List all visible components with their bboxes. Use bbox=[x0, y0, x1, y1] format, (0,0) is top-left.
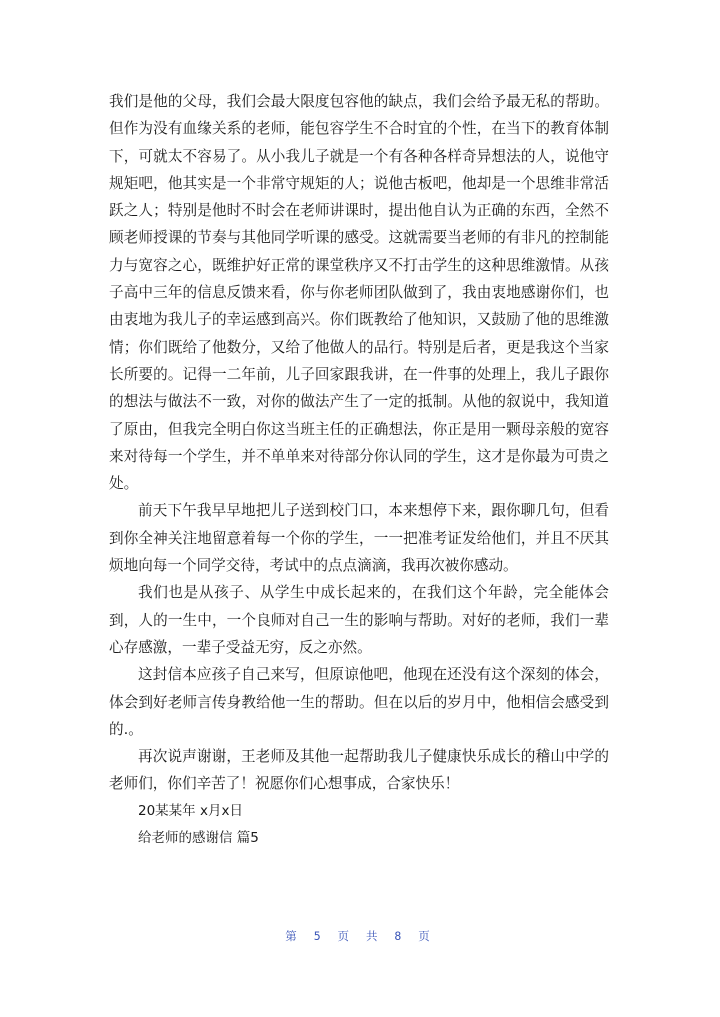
paragraph-5: 再次说声谢谢，王老师及其他一起帮助我儿子健康快乐成长的稽山中学的老师们，你们辛苦了！祝愿你们心想事成，合家快乐！ bbox=[109, 748, 609, 793]
letter-body bbox=[109, 88, 609, 852]
paragraph-1: 我们是他的父母，我们会最大限度包容他的缺点，我们会给予最无私的帮助。但作为没有血缘关系的老师，能包容学生不合时宜的个性，在当下的教育体制下，可就太不容易了。从小我儿子就是一个有各种各样奇异想法的人，说他守规矩吧，他其实是一个非常守规矩的人；说他古板吧，他却是一个思维非常活跃之人；特别是他时不时会在老师讲课时，提出他自认为正确的东西，全然不顾老师授课的节奏与其他同学听课的感受。这就需要当老师的有非凡的控制能力与宽容之心，既维护好正常的课堂秩序又不打击学生的这种思维激情。从孩子高中三年的信息反馈来看，你与你老师团队做到了，我由衷地感谢你们，也由衷地为我儿子的幸运感到高兴。你们既教给了他知识，又鼓励了他的思维激情；你们既给了他数分，又给了他做人的品行。特别是后者，更是我这个当家长所要的。记得一二年前，儿子回家跟我讲，在一件事的处理上，我儿子跟你的想法与做法不一致，对你的做法产生了一定的抵制。从他的叙说中，我知道了原由，但我完全明白你这当班主任的正确想法，你正是用一颗母亲般的宽容来对待每一个学生，并不单单来对待部分你认同的学生，这才是你最为可贵之处。 bbox=[109, 93, 609, 493]
paragraph-4: 这封信本应孩子自己来写，但原谅他吧，他现在还没有这个深刻的体会，体会到好老师言传身教给他一生的帮助。但在以后的岁月中，他相信会感受到的.。 bbox=[109, 666, 609, 738]
paragraph-3: 我们也是从孩子、从学生中成长起来的，在我们这个年龄，完全能体会到，人的一生中，一个良师对自己一生的影响与帮助。对好的老师，我们一辈心存感激，一辈子受益无穷，反之亦然。 bbox=[109, 584, 609, 656]
next-letter-title: 给老师的感谢信 篇5 bbox=[138, 830, 259, 847]
page-number-footer: 第 5 页 共 8 页 bbox=[285, 929, 435, 943]
paragraph-2: 前天下午我早早地把儿子送到校门口，本来想停下来，跟你聊几句，但看到你全神关注地留意着每一个你的学生，一一把准考证发给他们，并且不厌其烦地向每一个同学交待，考试中的点点滴滴，我再次被你感动。 bbox=[109, 502, 609, 575]
letter-date: 20某某年 x月x日 bbox=[138, 802, 243, 819]
